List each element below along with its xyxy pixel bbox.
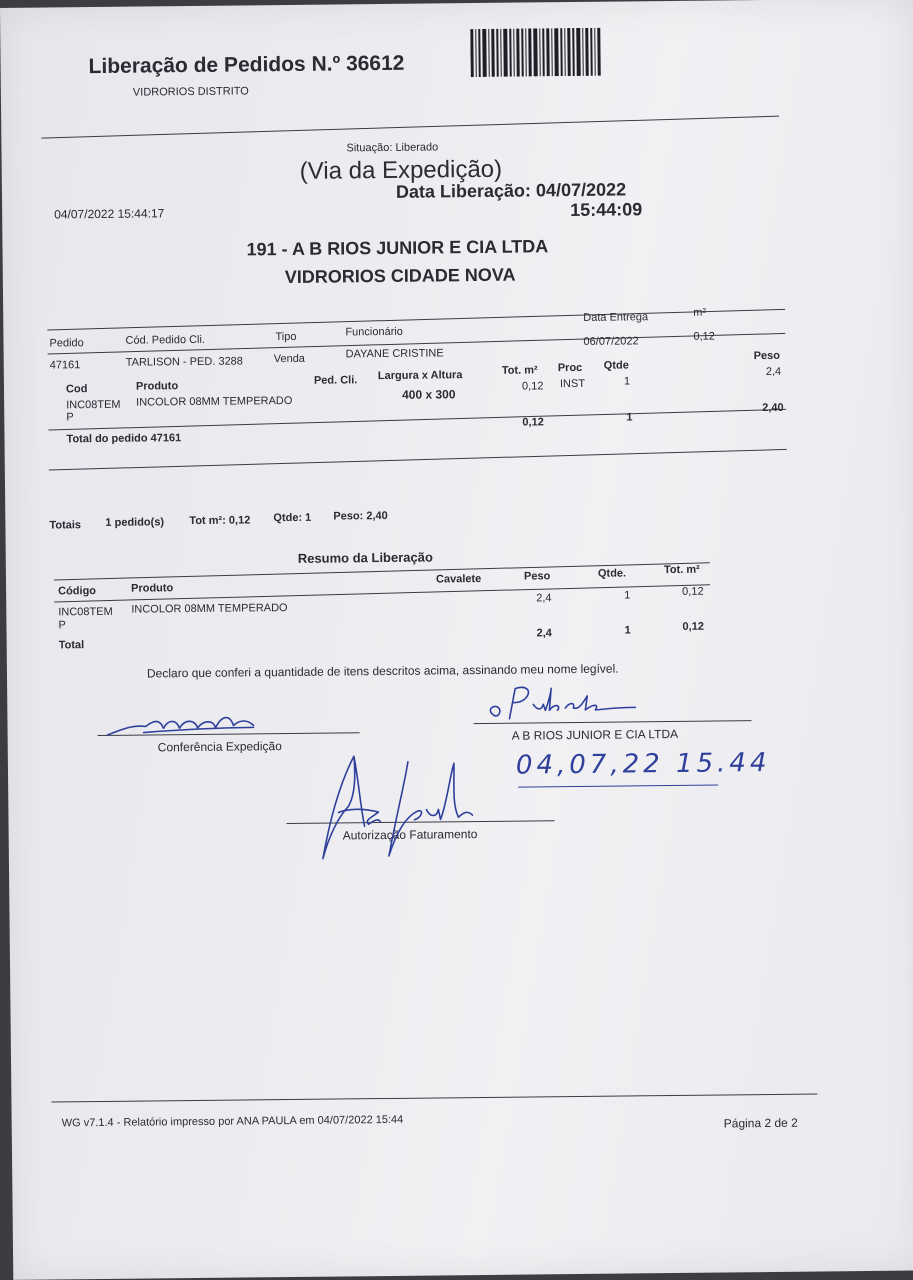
footer-page-number: Página 2 de 2: [723, 1115, 798, 1131]
resumo-tot-m2: 0,12: [682, 585, 704, 598]
barcode: [470, 28, 602, 77]
item-col-ped-cli: Ped. Cli.: [313, 374, 358, 387]
order-total-rule: [48, 409, 786, 431]
autorizacao-signature: [308, 745, 499, 867]
item-dims: 400 x 300: [401, 387, 456, 402]
cliente-signature: [485, 679, 645, 725]
via-label: (Via da Expedição): [299, 155, 503, 185]
data-liberacao: Data Liberação: 04/07/2022: [395, 179, 627, 202]
conferencia-signature: [103, 705, 273, 743]
print-datetime: 04/07/2022 15:44:17: [54, 206, 165, 222]
row-tipo: Venda: [273, 352, 305, 366]
autorizacao-label: Autorização Faturamento: [342, 827, 478, 843]
item-col-tot-m2: Tot. m²: [501, 364, 538, 377]
item-col-cod: Cod: [65, 383, 88, 396]
resumo-total-label: Total: [58, 639, 85, 652]
item-col-peso: Peso: [753, 349, 781, 363]
order-total-qtde: 1: [626, 411, 633, 424]
item-proc: INST: [559, 377, 586, 391]
item-produto: INCOLOR 08MM TEMPERADO: [136, 394, 293, 409]
item-cod: INC08TEM: [66, 398, 121, 412]
item-col-largura-altura: Largura x Altura: [377, 369, 463, 383]
row-m2: 0,12: [693, 330, 715, 343]
totals-pedidos: 1 pedido(s): [105, 516, 165, 529]
resumo-col-qtde: Qtde.: [597, 567, 627, 580]
resumo-title: Resumo da Liberação: [297, 549, 433, 566]
row-pedido: 47161: [49, 359, 81, 372]
order-table-top-rule: [47, 306, 785, 331]
handwritten-date: 04,07,22 15.44: [515, 747, 771, 781]
resumo-col-peso: Peso: [523, 570, 551, 583]
resumo-peso: 2,4: [536, 592, 552, 605]
resumo-produto: INCOLOR 08MM TEMPERADO: [131, 602, 288, 616]
totals-label: Totais: [49, 519, 82, 532]
item-col-proc: Proc: [557, 361, 583, 375]
resumo-col-codigo: Código: [58, 585, 97, 598]
document-title: Liberação de Pedidos N.º 36612: [88, 51, 405, 79]
col-data-entrega: Data Entrega: [583, 311, 649, 324]
totals-m2: Tot m²: 0,12: [189, 514, 251, 528]
declaration-text: Declaro que conferi a quantidade de itens descritos acima, assinando meu nome legível.: [146, 661, 619, 681]
col-pedido: Pedido: [49, 337, 84, 350]
resumo-codigo-suffix: P: [58, 619, 66, 632]
client-name: 191 - A B RIOS JUNIOR E CIA LTDA: [246, 236, 549, 260]
resumo-total-peso: 2,4: [536, 627, 552, 640]
item-qtde: 1: [623, 375, 631, 388]
totals-qtde: Qtde: 1: [273, 511, 312, 525]
item-tot-m2: 0,12: [521, 380, 544, 393]
footer-printed-by: WG v7.1.4 - Relatório impresso por ANA PAULA em 04/07/2022 15:44: [61, 1113, 404, 1130]
company-name: VIDRORIOS DISTRITO: [132, 85, 249, 99]
item-col-produto: Produto: [135, 380, 179, 393]
resumo-col-tot-m2: Tot. m²: [663, 563, 700, 577]
order-total-label: Total do pedido 47161: [66, 432, 182, 446]
order-total-peso: 2,40: [762, 401, 784, 415]
header-divider: [41, 116, 779, 139]
col-cod-pedido-cli: Cód. Pedido Cli.: [125, 333, 206, 347]
col-tipo: Tipo: [275, 330, 297, 344]
resumo-total-qtde: 1: [624, 624, 631, 637]
resumo-codigo: INC08TEM: [58, 605, 113, 619]
conferencia-label: Conferência Expedição: [157, 739, 282, 755]
item-col-qtde: Qtde: [603, 359, 629, 372]
row-data-entrega: 06/07/2022: [583, 335, 639, 348]
resumo-qtde: 1: [624, 589, 631, 602]
item-cod-suffix: P: [66, 411, 74, 424]
data-liberacao-time: 15:44:09: [570, 199, 643, 221]
row-cod-pedido-cli: TARLISON - PED. 3288: [125, 355, 243, 369]
order-total-m2: 0,12: [522, 416, 544, 429]
footer-rule: [51, 1093, 817, 1102]
row-funcionario: DAYANE CRISTINE: [345, 347, 444, 361]
cliente-label: A B RIOS JUNIOR E CIA LTDA: [511, 726, 679, 743]
client-store: VIDRORIOS CIDADE NOVA: [284, 264, 516, 288]
resumo-col-produto: Produto: [131, 582, 174, 595]
situacao-label: Situação: Liberado: [346, 141, 439, 155]
resumo-col-cavalete: Cavalete: [435, 572, 482, 586]
col-m2: m²: [693, 306, 707, 319]
item-peso: 2,4: [765, 365, 782, 378]
col-funcionario: Funcionário: [345, 325, 403, 339]
order-table-bottom-rule: [49, 449, 787, 471]
resumo-total-tot-m2: 0,12: [682, 620, 705, 633]
handwritten-date-underline: [518, 785, 718, 788]
totals-peso: Peso: 2,40: [333, 509, 388, 523]
